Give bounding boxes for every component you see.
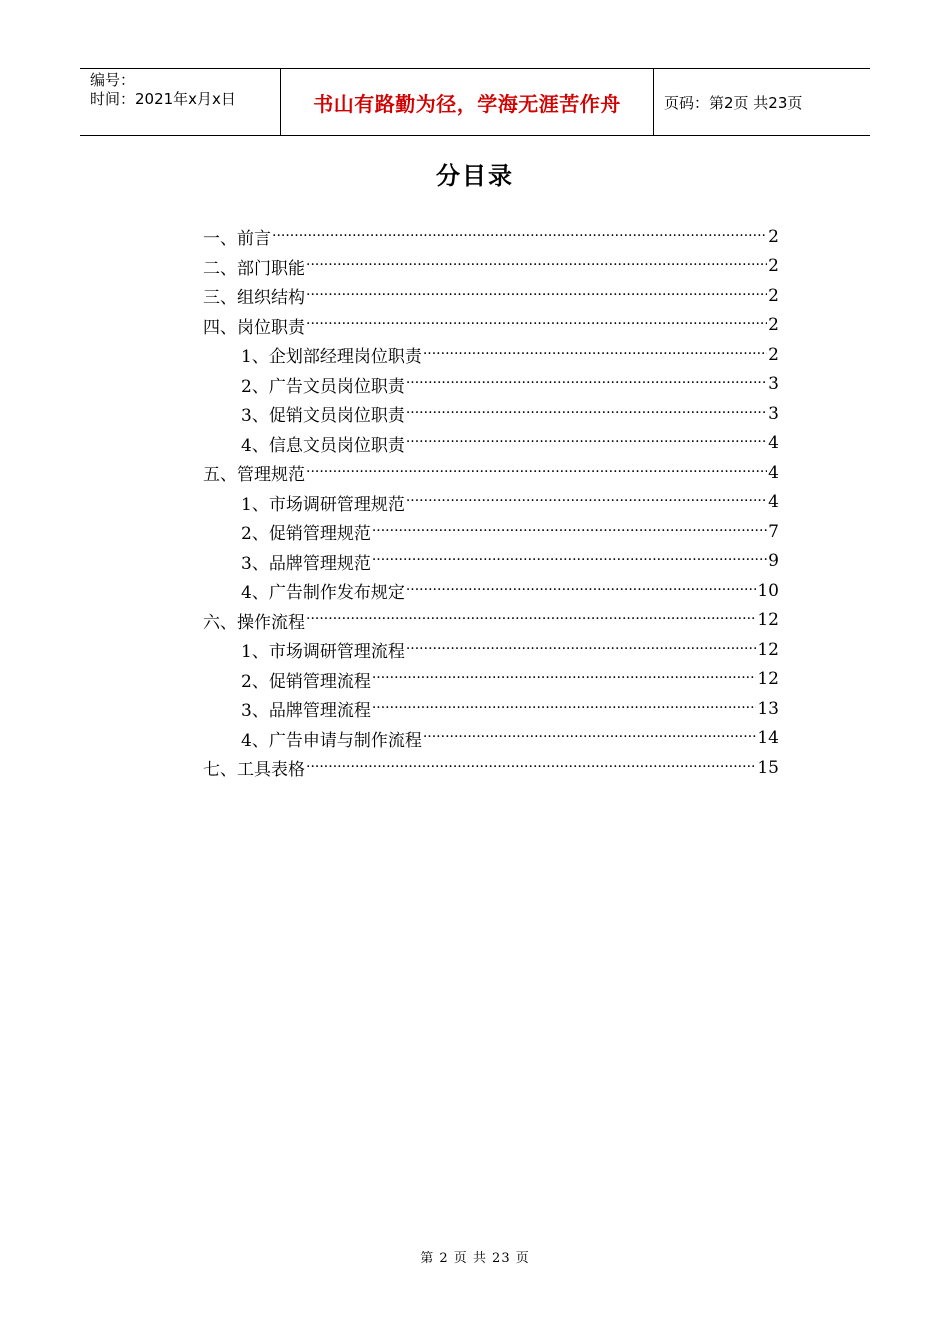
toc-entry-label: 3、品牌管理规范 [241, 553, 371, 574]
toc-entry-label: 4、广告制作发布规定 [241, 583, 405, 604]
header-page-info: 页码：第2页 共23页 [664, 93, 803, 112]
toc-entry-page: 7 [768, 521, 779, 542]
toc-entry[interactable] [203, 429, 779, 459]
toc-leader-dots [406, 405, 767, 421]
toc-leader-dots [406, 434, 767, 450]
toc-leader-dots [306, 611, 756, 627]
header-meta [80, 69, 281, 135]
toc-entry-page: 12 [757, 669, 779, 690]
toc-entry[interactable] [203, 370, 779, 400]
toc-entry[interactable] [203, 340, 779, 370]
toc-entry-page: 9 [768, 551, 779, 572]
toc-leader-dots [423, 729, 757, 745]
document-number-label: 编号： [90, 71, 136, 89]
page-header [80, 68, 870, 136]
toc-entry-label: 三、组织结构 [203, 288, 305, 309]
toc-entry[interactable] [203, 665, 779, 695]
toc-entry-label: 六、操作流程 [203, 612, 305, 633]
toc-leader-dots [306, 316, 767, 332]
toc-entry-label: 2、促销管理流程 [241, 671, 371, 692]
document-title: 分目录 [436, 162, 514, 190]
toc-leader-dots [372, 700, 757, 716]
toc-entry-page: 14 [757, 728, 779, 749]
toc-entry-label: 一、前言 [203, 229, 271, 250]
toc-entry-page: 3 [768, 403, 779, 424]
toc-leader-dots [423, 346, 767, 362]
toc-entry[interactable] [203, 281, 779, 311]
toc-entry-page: 4 [768, 492, 779, 513]
toc-entry-label: 3、品牌管理流程 [241, 701, 371, 722]
toc-leader-dots [306, 759, 756, 775]
toc-entry-label: 1、市场调研管理规范 [241, 494, 405, 515]
toc-entry-label: 2、广告文员岗位职责 [241, 376, 405, 397]
toc-leader-dots [306, 287, 767, 303]
toc-leader-dots [406, 641, 757, 657]
toc-entry-label: 4、广告申请与制作流程 [241, 730, 422, 751]
toc-entry-page: 2 [768, 285, 779, 306]
toc-entry-page: 3 [768, 374, 779, 395]
toc-entry-page: 4 [768, 433, 779, 454]
toc-entry-label: 1、企划部经理岗位职责 [241, 347, 422, 368]
toc-entry[interactable] [203, 252, 779, 282]
toc-entry[interactable] [203, 399, 779, 429]
toc-leader-dots [372, 670, 757, 686]
table-of-contents [203, 222, 779, 783]
header-motto: 书山有路勤为径，学海无涯苦作舟 [281, 69, 654, 135]
toc-entry[interactable] [203, 724, 779, 754]
toc-entry[interactable] [203, 311, 779, 341]
toc-entry-label: 七、工具表格 [203, 760, 305, 781]
toc-entry-page: 10 [757, 580, 779, 601]
toc-entry[interactable] [203, 694, 779, 724]
toc-entry-label: 4、信息文员岗位职责 [241, 435, 405, 456]
toc-entry[interactable] [203, 547, 779, 577]
toc-entry-label: 1、市场调研管理流程 [241, 642, 405, 663]
toc-entry-page: 12 [757, 610, 779, 631]
toc-entry-label: 五、管理规范 [203, 465, 305, 486]
toc-entry[interactable] [203, 576, 779, 606]
toc-entry-page: 13 [757, 698, 779, 719]
toc-entry-page: 15 [757, 757, 779, 778]
toc-entry-page: 12 [757, 639, 779, 660]
toc-entry-page: 2 [768, 226, 779, 247]
toc-leader-dots [306, 257, 767, 273]
toc-leader-dots [306, 464, 767, 480]
toc-entry[interactable] [203, 222, 779, 252]
toc-leader-dots [406, 493, 767, 509]
toc-entry-label: 2、促销管理规范 [241, 524, 371, 545]
toc-entry[interactable] [203, 753, 779, 783]
toc-entry[interactable] [203, 635, 779, 665]
page-footer: 第 2 页 共 23 页 [420, 1251, 530, 1266]
toc-leader-dots [406, 375, 767, 391]
toc-leader-dots [272, 228, 767, 244]
toc-entry-label: 四、岗位职责 [203, 317, 305, 338]
toc-leader-dots [372, 523, 767, 539]
toc-leader-dots [406, 582, 757, 598]
toc-entry-label: 3、促销文员岗位职责 [241, 406, 405, 427]
toc-entry-label: 二、部门职能 [203, 258, 305, 279]
toc-entry-page: 2 [768, 315, 779, 336]
toc-entry[interactable] [203, 606, 779, 636]
toc-entry-page: 2 [768, 344, 779, 365]
toc-leader-dots [372, 552, 767, 568]
toc-entry[interactable] [203, 458, 779, 488]
toc-entry-page: 2 [768, 256, 779, 277]
toc-entry[interactable] [203, 517, 779, 547]
document-date-label: 时间：2021年x月x日 [90, 90, 236, 108]
toc-entry[interactable] [203, 488, 779, 518]
toc-entry-page: 4 [768, 462, 779, 483]
